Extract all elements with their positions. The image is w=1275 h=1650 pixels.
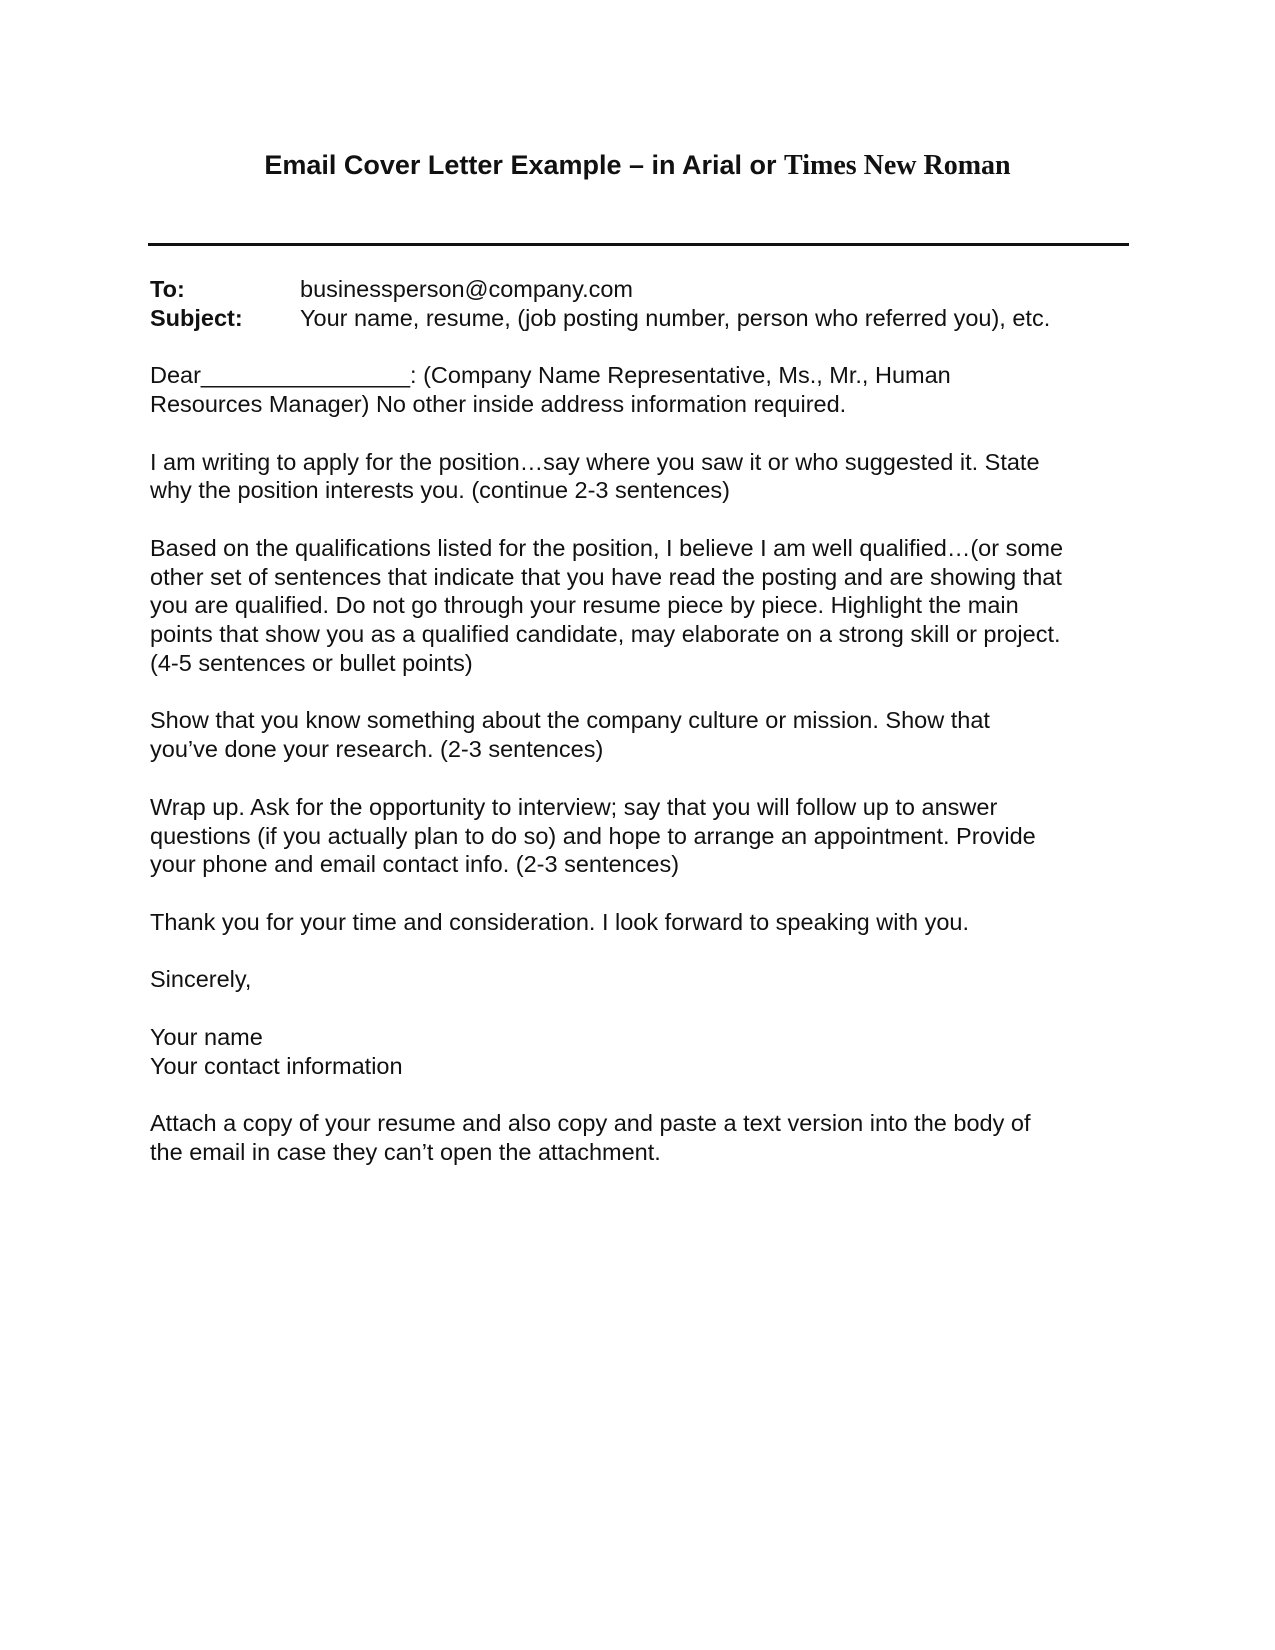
paragraph-line: why the position interests you. (continue 2-3 sentences) bbox=[150, 477, 730, 504]
paragraph-spacer bbox=[150, 333, 1063, 362]
paragraph-spacer bbox=[150, 764, 1063, 793]
paragraph-line: (4-5 sentences or bullet points) bbox=[150, 649, 473, 676]
paragraph-line: Sincerely, bbox=[150, 966, 252, 993]
paragraph-spacer bbox=[150, 678, 1063, 707]
paragraph bbox=[150, 965, 1063, 994]
paragraph-line: the email in case they can’t open the attachment. bbox=[150, 1138, 661, 1165]
paragraph bbox=[150, 448, 1063, 506]
paragraph-spacer bbox=[150, 879, 1063, 908]
page-title bbox=[0, 150, 1275, 182]
title-arial-part: Email Cover Letter Example – in Arial or bbox=[264, 150, 785, 180]
to-row bbox=[150, 275, 1063, 304]
paragraph-line: I am writing to apply for the position…say where you saw it or who suggested it. State bbox=[150, 448, 1040, 475]
paragraph bbox=[150, 534, 1063, 678]
paragraph-line: Show that you know something about the company culture or mission. Show that bbox=[150, 707, 990, 734]
letter-body bbox=[150, 275, 1063, 1167]
paragraph-line: Resources Manager) No other inside address information required. bbox=[150, 391, 847, 418]
paragraph-spacer bbox=[150, 1080, 1063, 1109]
subject-label: Subject: bbox=[150, 304, 243, 331]
paragraph bbox=[150, 361, 1063, 419]
title-times-part: Times New Roman bbox=[784, 150, 1011, 181]
to-label: To: bbox=[150, 276, 185, 302]
paragraph-line: Your contact information bbox=[150, 1052, 403, 1079]
paragraph-line: other set of sentences that indicate that you have read the posting and are showing that bbox=[150, 563, 1062, 590]
paragraph-line: points that show you as a qualified candidate, may elaborate on a strong skill or project. bbox=[150, 621, 1061, 648]
paragraph-line: Based on the qualifications listed for the position, I believe I am well qualified…(or some bbox=[150, 534, 1064, 561]
paragraph bbox=[150, 908, 1063, 937]
paragraph bbox=[150, 706, 1063, 764]
paragraph-line: Dear________________: (Company Name Representative, Ms., Mr., Human bbox=[150, 362, 951, 389]
paragraph-spacer bbox=[150, 994, 1063, 1023]
paragraph-spacer bbox=[150, 419, 1063, 448]
horizontal-rule bbox=[148, 243, 1129, 246]
paragraph-spacer bbox=[150, 505, 1063, 534]
paragraph bbox=[150, 1109, 1063, 1167]
paragraph bbox=[150, 793, 1063, 879]
paragraph-line: Thank you for your time and consideration. I look forward to speaking with you. bbox=[150, 908, 970, 935]
paragraph-line: your phone and email contact info. (2-3 sentences) bbox=[150, 851, 680, 878]
paragraph-line: you’ve done your research. (2-3 sentences) bbox=[150, 736, 604, 763]
subject-value: Your name, resume, (job posting number, person who referred you), etc. bbox=[300, 304, 1051, 331]
paragraph-line: Attach a copy of your resume and also copy and paste a text version into the body of bbox=[150, 1110, 1031, 1137]
paragraph-line: Your name bbox=[150, 1023, 263, 1050]
to-value: businessperson@company.com bbox=[300, 276, 633, 302]
paragraph-line: you are qualified. Do not go through your resume piece by piece. Highlight the main bbox=[150, 592, 1019, 619]
paragraph-spacer bbox=[150, 937, 1063, 966]
paragraph-line: questions (if you actually plan to do so) and hope to arrange an appointment. Provide bbox=[150, 822, 1036, 849]
paragraph bbox=[150, 1023, 1063, 1081]
paragraphs bbox=[150, 333, 1063, 1167]
paragraph-line: Wrap up. Ask for the opportunity to interview; say that you will follow up to answer bbox=[150, 793, 998, 820]
subject-row bbox=[150, 304, 1063, 333]
